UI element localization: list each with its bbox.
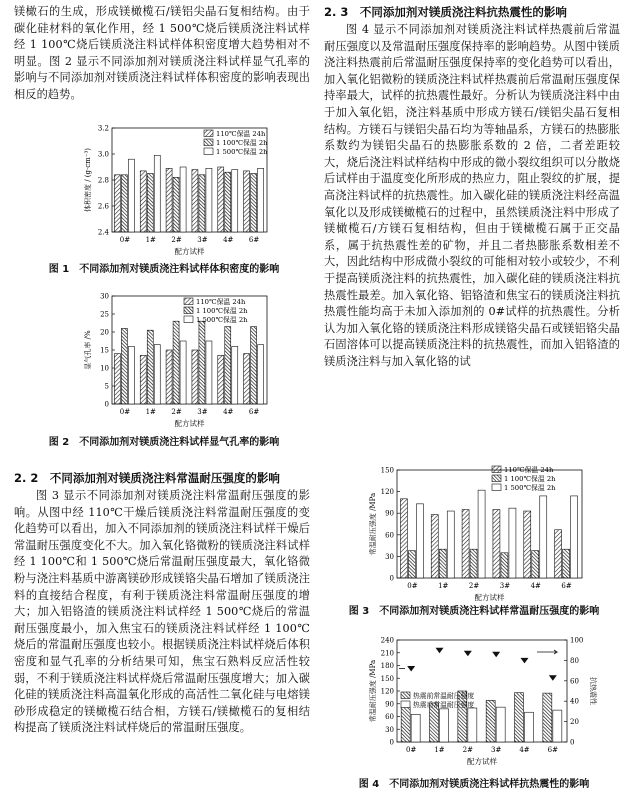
bar-3 bbox=[128, 159, 134, 232]
x-tick-label: 4# bbox=[223, 408, 234, 416]
bar-2 bbox=[225, 172, 231, 232]
x-axis-title: 配方试样 bbox=[174, 419, 205, 428]
y-tick-label: 90 bbox=[385, 700, 394, 709]
bar-2 bbox=[173, 321, 179, 404]
x-tick-label: 0# bbox=[406, 746, 417, 754]
fig2-legend-swatch bbox=[184, 316, 193, 323]
x-tick-label: 0# bbox=[119, 236, 131, 244]
bar-2 bbox=[225, 327, 231, 404]
bar-1 bbox=[140, 355, 146, 404]
bar-3 bbox=[232, 170, 238, 232]
thermal-shock-marker bbox=[464, 651, 472, 657]
x-tick-label: 2# bbox=[468, 582, 480, 590]
section-2-3-heading: 2. 3 不同添加剂对镁质浇注料抗热震性的影响 bbox=[324, 5, 567, 19]
fig2-legend-swatch bbox=[184, 298, 193, 305]
y-tick-label: 240 bbox=[380, 636, 394, 645]
figure3-chart bbox=[342, 462, 617, 604]
bar-2 bbox=[553, 710, 562, 742]
fig4-legend-swatch bbox=[401, 692, 410, 699]
paragraph-2-2: 图 3 显示不同添加剂对镁质浇注料常温耐压强度的影响。从图中经 110℃干燥后镁质浇注料常温耐压强度的变化趋势可以看出，加入不同添加剂的镁质浇注料试样干燥后常温耐压强度变化不大。加入氧化铬微粉的镁质浇注料试样经 1 100℃和 1 500℃烧后常温耐压强度最大，氧化铬微粉与浇注料基质中游离镁砂形成镁铬尖晶石增加了镁质浇注料的直接结合程度，有利于镁质浇注料常温耐压强度的增大；加入铝铬渣的镁质浇注料试样经 1 500℃烧后的常温耐压强度最小，加入焦宝石的镁质浇注料试样经 1 100℃烧后的常温耐压强度也较小。根据镁质浇注料试样烧后体积密度和显气孔率的分析结果可知，焦宝石熟料反应活性较弱，不利于镁质浇注料试样烧后常温耐压强度增大；加入碳化硅的镁质浇注料高温氧化形成的高活性二氧化硅与电熔镁砂形成稳定的镁橄榄石结合相，方镁石/镁橄榄石的复相结构提高了镁质浇注料试样烧后的常温耐压强度。 bbox=[14, 489, 310, 735]
fig3-legend-swatch bbox=[492, 466, 501, 473]
x-axis-title: 配方试样 bbox=[174, 247, 205, 256]
fig1-legend-label: 1 100℃保温 2h bbox=[216, 139, 268, 147]
y-tick-label: 2.6 bbox=[97, 202, 109, 211]
bar-1 bbox=[114, 175, 120, 232]
bar-2 bbox=[199, 175, 205, 232]
y2-tick-label: 60 bbox=[570, 677, 579, 686]
y-tick-label: 120 bbox=[380, 488, 394, 497]
bar-3 bbox=[540, 496, 547, 578]
x-axis-title: 配方试样 bbox=[467, 757, 497, 766]
paragraph-intro: 镁橄石的生成，形成镁橄榄石/镁铝尖晶石复相结构。由于碳化硅材料的氧化作用，经 1 500℃烧后镁质浇注料试样经 1 100℃烧后镁质浇注料试样体积密度增大趋势相对不明显。图 2 显示不同添加剂对镁质浇注料试样显气孔率的影响与不同添加剂对镁质浇注料试样体积密度的影响表现出相反的趋势。 bbox=[14, 5, 310, 101]
bar-3 bbox=[206, 168, 212, 232]
bar-3 bbox=[206, 341, 212, 404]
x-tick-label: 2# bbox=[171, 236, 182, 244]
x-tick-label: 6# bbox=[248, 236, 260, 244]
y2-tick-label: 80 bbox=[570, 656, 579, 665]
fig4-legend-label: 热震后常温耐压强度 bbox=[413, 701, 475, 709]
bar-2 bbox=[496, 707, 505, 742]
x-tick-label: 1# bbox=[145, 408, 156, 416]
x-tick-label: 3# bbox=[197, 236, 208, 244]
plot-frame bbox=[397, 640, 567, 742]
bar-3 bbox=[258, 345, 264, 404]
y-tick-label: 25 bbox=[100, 310, 109, 319]
bar-3 bbox=[509, 508, 516, 578]
x-tick-label: 6# bbox=[248, 408, 260, 416]
bar-1 bbox=[515, 693, 524, 742]
bar-2 bbox=[439, 549, 446, 578]
figure1-chart bbox=[54, 122, 284, 257]
y-tick-label: 3.2 bbox=[97, 124, 109, 133]
y-tick-label: 3.0 bbox=[97, 150, 109, 159]
y-tick-label: 120 bbox=[380, 687, 394, 696]
y-tick-label: 60 bbox=[385, 531, 394, 540]
y-tick-label: 5 bbox=[104, 382, 109, 391]
bar-2 bbox=[121, 328, 127, 404]
bar-2 bbox=[525, 712, 534, 742]
bar-3 bbox=[232, 346, 238, 404]
bar-2 bbox=[251, 327, 257, 404]
y-tick-label: 30 bbox=[100, 292, 109, 301]
bar-3 bbox=[258, 168, 264, 232]
y-tick-label: 2.4 bbox=[97, 228, 109, 237]
y2-tick-label: 20 bbox=[570, 718, 579, 727]
y-tick-label: 30 bbox=[385, 725, 394, 734]
fig1-legend-swatch bbox=[204, 139, 213, 146]
bar-1 bbox=[166, 168, 172, 232]
paragraph-2-3: 图 4 显示不同添加剂对镁质浇注料试样热震前后常温耐压强度以及常温耐压强度保持率的影响趋势。从图中镁质浇注料热震前后常温耐压强度保持率的变化趋势可以看出，加入氧化铝微粉的镁质浇注料试样热震前后常温耐压强度保持率最大，试样的抗热震性最好。分析认为镁质浇注料中由于加入氧化铝，浇注料基质中形成方镁石/镁铝尖晶石复相结构。方镁石与镁铝尖晶石均为等轴晶系，方镁石的热膨胀系数约为镁铝尖晶石的热膨胀系数的 2 倍，二者差距较大，烧后浇注料试样结构中形成的微小裂纹组织可以分散烧后试样由于温度变化所形成的热应力，阻止裂纹的扩展，提高浇注料试样的抗热震性。加入碳化硅的镁质浇注料经高温氧化以及形成镁橄榄石的过程中，虽然镁质浇注料中形成了镁橄榄石/方镁石复相结构，但由于镁橄榄石属于正交晶系，属于抗热震性差的矿物，并且二者热膨胀系数相差不大，因此结构中形成微小裂纹的可能相对较小或较少，不利于提高镁质浇注料的抗热震性，加入碳化硅的镁质浇注料抗热震性最差。加入氧化铬、铝铬渣和焦宝石的镁质浇注料抗热震性能均高于未加入添加剂的 0#试样的抗热震性。分析认为加入氧化铬的镁质浇注料形成镁铬尖晶石或镁铝铬尖晶石固溶体可以提高镁质浇注料的抗热震性，而加入铝铬渣的镁质浇注料与加入氧化铬的试 bbox=[324, 23, 620, 368]
fig1-legend-label: 110℃保温 24h bbox=[216, 130, 266, 138]
bar-1 bbox=[140, 171, 146, 232]
x-tick-label: 0# bbox=[119, 408, 131, 416]
x-axis-title: 配方试样 bbox=[474, 593, 505, 602]
bar-2 bbox=[470, 549, 477, 578]
bar-2 bbox=[468, 708, 477, 742]
bar-2 bbox=[251, 174, 257, 233]
y2-axis-title: 抗热震性 bbox=[589, 677, 597, 705]
y-tick-label: 20 bbox=[100, 328, 109, 337]
bar-1 bbox=[244, 171, 250, 232]
bar-1 bbox=[401, 707, 410, 742]
figure4-chart bbox=[342, 632, 617, 777]
y2-tick-label: 100 bbox=[570, 636, 584, 645]
fig2-legend-swatch bbox=[184, 307, 193, 314]
bar-1 bbox=[166, 350, 172, 404]
bar-1 bbox=[555, 530, 562, 578]
y-tick-label: 30 bbox=[385, 552, 394, 561]
bar-1 bbox=[400, 499, 407, 578]
fig3-legend-swatch bbox=[492, 475, 501, 482]
y-axis-title: 常温耐压强度 /MPa bbox=[369, 659, 377, 723]
x-tick-label: 2# bbox=[171, 408, 182, 416]
bar-1 bbox=[218, 355, 224, 404]
fig4-legend-swatch bbox=[401, 701, 410, 708]
bar-3 bbox=[128, 346, 134, 404]
y-axis-title: 显气孔率 /% bbox=[84, 330, 92, 370]
figure3-caption: 图 3 不同添加剂对镁质浇注料试样常温耐压强度的影响 bbox=[348, 606, 600, 617]
bar-1 bbox=[192, 350, 198, 404]
x-tick-label: 1# bbox=[145, 236, 156, 244]
fig2-legend-label: 110℃保温 24h bbox=[196, 298, 246, 306]
thermal-shock-marker bbox=[436, 648, 444, 654]
x-tick-label: 4# bbox=[223, 236, 234, 244]
fig3-legend-swatch bbox=[492, 484, 501, 491]
y-tick-label: 180 bbox=[380, 662, 394, 670]
fig3-legend-label: 1 500℃保温 2h bbox=[504, 484, 556, 492]
y-axis-title: 体积密度 / (g·cm⁻³) bbox=[84, 147, 92, 213]
bar-3 bbox=[154, 345, 160, 404]
bar-1 bbox=[114, 354, 120, 404]
bar-3 bbox=[571, 496, 578, 578]
bar-2 bbox=[408, 551, 415, 578]
bar-2 bbox=[501, 553, 508, 578]
fig2-legend-label: 1 500℃保温 2h bbox=[196, 316, 248, 324]
bar-2 bbox=[532, 551, 539, 578]
right-axis-arrow bbox=[537, 650, 557, 654]
bar-2 bbox=[173, 177, 179, 232]
y-axis-title: 常温耐压强度 /MPa bbox=[369, 492, 377, 556]
thermal-shock-marker bbox=[549, 675, 557, 681]
fig4-legend-label: 热震前常温耐压强度 bbox=[413, 692, 475, 700]
figure2-caption: 图 2 不同添加剂对镁质浇注料试样显气孔率的影响 bbox=[48, 437, 280, 448]
x-tick-label: 3# bbox=[197, 408, 208, 416]
bar-2 bbox=[147, 174, 153, 233]
bar-1 bbox=[493, 510, 500, 578]
y-tick-label: 150 bbox=[380, 674, 394, 683]
bar-1 bbox=[192, 170, 198, 232]
bar-3 bbox=[447, 511, 454, 578]
thermal-shock-marker bbox=[492, 652, 500, 658]
y-tick-label: 0 bbox=[104, 400, 109, 409]
fig1-legend-swatch bbox=[204, 148, 213, 155]
fig2-legend-label: 1 100℃保温 2h bbox=[196, 307, 248, 315]
bar-2 bbox=[199, 321, 205, 404]
bar-2 bbox=[147, 330, 153, 404]
bar-1 bbox=[524, 511, 531, 578]
y-tick-label: 15 bbox=[100, 346, 109, 355]
section-2-2-heading: 2. 2 不同添加剂对镁质浇注料常温耐压强度的影响 bbox=[14, 471, 280, 485]
y-tick-label: 60 bbox=[385, 713, 394, 721]
bar-3 bbox=[154, 155, 160, 232]
y-tick-label: 2.8 bbox=[97, 176, 109, 185]
bar-3 bbox=[180, 341, 186, 404]
x-tick-label: 6# bbox=[547, 746, 558, 754]
bar-3 bbox=[180, 167, 186, 232]
fig1-legend-swatch bbox=[204, 130, 213, 137]
x-tick-label: 1# bbox=[434, 746, 445, 754]
x-tick-label: 6# bbox=[561, 582, 572, 590]
bar-1 bbox=[431, 515, 438, 578]
bar-1 bbox=[244, 354, 250, 404]
x-tick-label: 2# bbox=[462, 746, 473, 754]
bar-3 bbox=[478, 490, 485, 578]
bar-1 bbox=[218, 167, 224, 232]
figure4-caption: 图 4 不同添加剂对镁质浇注料试样抗热震性的影响 bbox=[358, 779, 590, 790]
y-tick-label: 210 bbox=[380, 649, 394, 658]
figure2-chart bbox=[54, 290, 284, 430]
y-tick-label: 90 bbox=[385, 509, 394, 518]
thermal-shock-marker bbox=[521, 658, 529, 664]
x-tick-label: 4# bbox=[519, 746, 530, 754]
bar-2 bbox=[121, 175, 127, 232]
bar-1 bbox=[462, 510, 469, 578]
y-tick-label: 0 bbox=[389, 574, 394, 583]
fig3-legend-label: 1 100℃保温 2h bbox=[504, 475, 556, 483]
x-tick-label: 3# bbox=[499, 582, 511, 590]
y-tick-label: 150 bbox=[380, 466, 394, 475]
x-tick-label: 0# bbox=[407, 582, 418, 590]
bar-2 bbox=[440, 709, 449, 742]
x-tick-label: 1# bbox=[438, 582, 449, 590]
bar-1 bbox=[543, 693, 552, 742]
fig3-legend-label: 110℃保温 24h bbox=[504, 466, 554, 474]
figure1-caption: 图 1 不同添加剂对镁质浇注料试样体积密度的影响 bbox=[48, 264, 280, 275]
x-tick-label: 4# bbox=[530, 582, 541, 590]
thermal-shock-marker bbox=[407, 666, 415, 672]
bar-2 bbox=[411, 714, 420, 742]
y2-tick-label: 0 bbox=[570, 738, 575, 747]
fig1-legend-label: 1 500℃保温 2h bbox=[216, 148, 268, 156]
bar-1 bbox=[486, 700, 495, 742]
y2-tick-label: 40 bbox=[570, 697, 579, 706]
y-tick-label: 0 bbox=[389, 738, 394, 747]
bar-3 bbox=[416, 504, 423, 578]
y-tick-label: 10 bbox=[100, 364, 109, 373]
bar-2 bbox=[563, 549, 570, 578]
x-tick-label: 3# bbox=[491, 746, 502, 754]
